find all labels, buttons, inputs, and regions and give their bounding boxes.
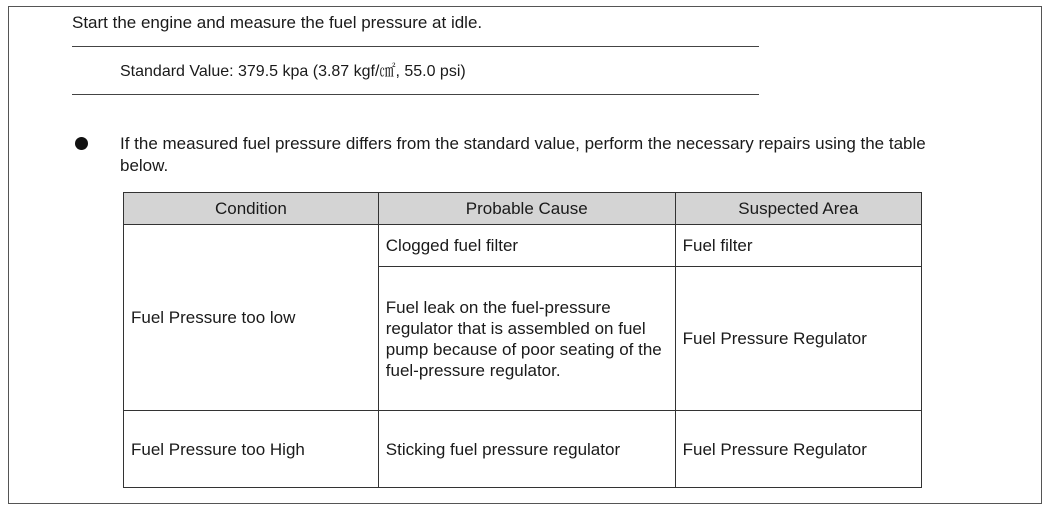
suspected-area-cell: Fuel Pressure Regulator [675,267,921,411]
header-condition: Condition [124,193,379,225]
table-row [124,411,922,488]
condition-cell: Fuel Pressure too High [124,411,379,488]
table-row [124,225,922,267]
divider-bottom [72,94,759,95]
probable-cause-cell: Sticking fuel pressure regulator [378,411,675,488]
suspected-area-cell: Fuel Pressure Regulator [675,411,921,488]
intro-instruction: Start the engine and measure the fuel pressure at idle. [72,13,483,32]
condition-cell: Fuel Pressure too low [124,225,379,411]
troubleshooting-table [123,192,922,488]
bullet-icon [75,137,88,150]
standard-value: Standard Value: 379.5 kpa (3.87 kgf/㎠, 55.0 psi) [120,63,466,80]
divider-top [72,46,759,47]
probable-cause-cell: Fuel leak on the fuel-pressure regulator that is assembled on fuel pump because of poor seating of the fuel-pressure regulator. [378,267,675,411]
header-probable-cause: Probable Cause [378,193,675,225]
suspected-area-cell: Fuel filter [675,225,921,267]
repair-note: If the measured fuel pressure differs from the standard value, perform the necessary repairs using the table below. [120,134,926,175]
header-suspected-area: Suspected Area [675,193,921,225]
probable-cause-cell: Clogged fuel filter [378,225,675,267]
table-header-row [124,193,922,225]
